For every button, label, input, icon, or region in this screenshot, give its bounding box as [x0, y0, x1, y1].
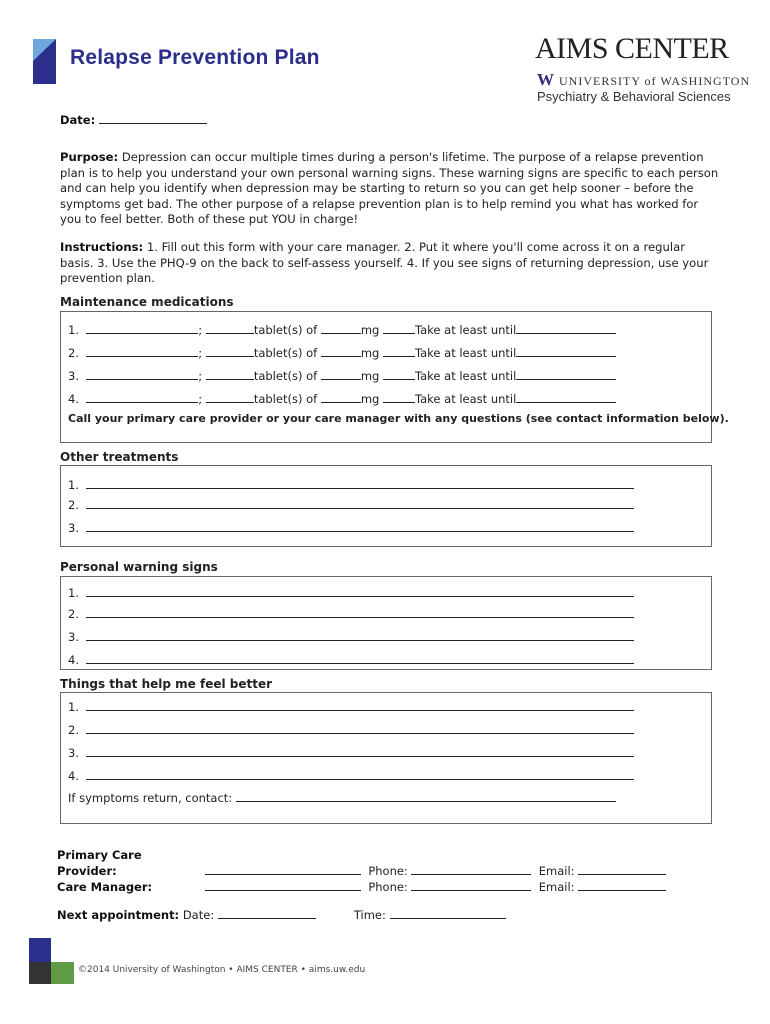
medication-name-field[interactable] [86, 392, 198, 403]
aims-logo-text: AIMS CENTER [535, 32, 729, 65]
better-item: 2. [68, 723, 634, 737]
pcp-row: Primary Care Provider: Phone: Email: [57, 847, 666, 879]
next-time-field[interactable] [390, 908, 506, 919]
dose-field[interactable] [321, 369, 361, 380]
footer-copyright: ©2014 University of Washington • AIMS CENTER • aims.uw.edu [78, 965, 366, 975]
cm-phone-field[interactable] [411, 880, 531, 891]
warning-signs-heading: Personal warning signs [60, 560, 218, 574]
until-date-field[interactable] [516, 369, 616, 380]
pcp-name-field[interactable] [205, 864, 361, 875]
tablet-count-field[interactable] [206, 346, 254, 357]
other-item: 2. [68, 498, 634, 512]
page-title: Relapse Prevention Plan [70, 46, 320, 69]
better-field[interactable] [86, 746, 634, 757]
tablet-count-field[interactable] [206, 323, 254, 334]
tablet-count-field[interactable] [206, 369, 254, 380]
dose-field[interactable] [321, 346, 361, 357]
frequency-field[interactable] [383, 369, 415, 380]
warning-field[interactable] [86, 653, 634, 664]
header-logo-mark [33, 39, 56, 84]
other-item: 1. [68, 478, 634, 492]
better-field[interactable] [86, 769, 634, 780]
feel-better-heading: Things that help me feel better [60, 677, 273, 691]
medication-row: 4. ; tablet(s) of mg Take at least until [68, 392, 616, 406]
medication-row: 2. ; tablet(s) of mg Take at least until [68, 346, 616, 360]
better-item: 3. [68, 746, 634, 760]
next-appointment-row: Next appointment: Date: Time: [57, 908, 506, 922]
purpose-paragraph: Purpose: Depression can occur multiple times during a person's lifetime. The purpose of a relapse prevention plan is to help you understand your own personal warning signs. These warning signs are specific to each person and can help you identify when depression may be starting to return so you can get help sooner – before the symptoms get bad. The other purpose of a relapse prevention plan is to help remind you what has worked for you to feel better. Both of these put YOU in charge! [60, 150, 719, 226]
frequency-field[interactable] [383, 392, 415, 403]
symptoms-contact-field[interactable]: If symptoms return, contact: [68, 791, 616, 805]
dose-field[interactable] [321, 392, 361, 403]
warning-field[interactable] [86, 630, 634, 641]
better-field[interactable] [86, 700, 634, 711]
instructions-paragraph: Instructions: 1. Fill out this form with your care manager. 2. Put it where you'll come across it on a regular basis. 3. Use the PHQ-9 on the back to self-assess yourself. 4. If you see signs of returning depression, use your prevention plan. [60, 240, 709, 285]
contacts-section [57, 847, 666, 895]
next-date-field[interactable] [218, 908, 316, 919]
uw-logo: W UNIVERSITY of WASHINGTON [537, 70, 751, 89]
other-field[interactable] [86, 521, 634, 532]
medications-heading: Maintenance medications [60, 295, 234, 309]
other-field[interactable] [86, 478, 634, 489]
medication-name-field[interactable] [86, 323, 198, 334]
dose-field[interactable] [321, 323, 361, 334]
until-date-field[interactable] [516, 346, 616, 357]
warning-field[interactable] [86, 607, 634, 618]
better-item: 1. [68, 700, 634, 714]
medication-name-field[interactable] [86, 369, 198, 380]
medication-name-field[interactable] [86, 346, 198, 357]
until-date-field[interactable] [516, 323, 616, 334]
pcp-email-field[interactable] [578, 864, 666, 875]
frequency-field[interactable] [383, 323, 415, 334]
until-date-field[interactable] [516, 392, 616, 403]
better-field[interactable] [86, 723, 634, 734]
warning-item: 4. [68, 653, 634, 667]
warning-item: 2. [68, 607, 634, 621]
better-item: 4. [68, 769, 634, 783]
medication-row: 3. ; tablet(s) of mg Take at least until [68, 369, 616, 383]
medications-note: Call your primary care provider or your care manager with any questions (see contact information below). [68, 412, 729, 425]
cm-email-field[interactable] [578, 880, 666, 891]
other-field[interactable] [86, 498, 634, 509]
cm-name-field[interactable] [205, 880, 361, 891]
tablet-count-field[interactable] [206, 392, 254, 403]
date-field[interactable]: Date: [60, 113, 207, 127]
pcp-phone-field[interactable] [411, 864, 531, 875]
warning-field[interactable] [86, 586, 634, 597]
other-item: 3. [68, 521, 634, 535]
frequency-field[interactable] [383, 346, 415, 357]
other-treatments-heading: Other treatments [60, 450, 179, 464]
department-name: Psychiatry & Behavioral Sciences [537, 89, 731, 104]
cm-row: Care Manager: Phone: Email: [57, 879, 666, 895]
warning-item: 3. [68, 630, 634, 644]
footer-logo-mark [29, 938, 74, 984]
warning-item: 1. [68, 586, 634, 600]
medication-row: 1. ; tablet(s) of mg Take at least until [68, 323, 616, 337]
